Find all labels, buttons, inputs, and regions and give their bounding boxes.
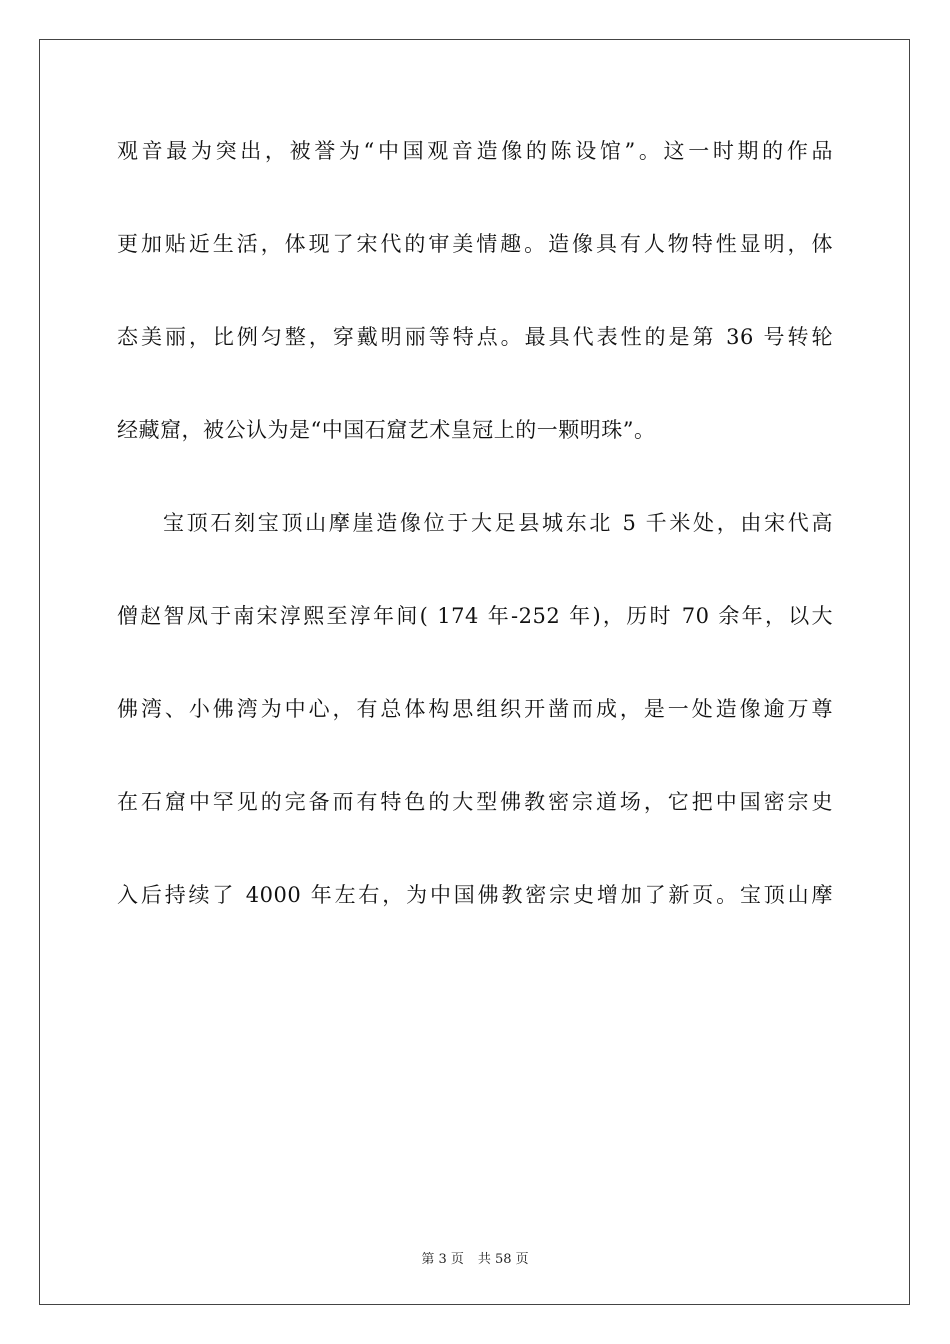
text-line: 在石窟中罕见的完备而有特色的大型佛教密宗道场，它把中国密宗史 xyxy=(117,790,833,814)
text-line: 宝顶石刻宝顶山摩崖造像位于大足县城东北 5 千米处，由宋代高 xyxy=(163,511,833,535)
text-line: 经藏窟，被公认为是“中国石窟艺术皇冠上的一颗明珠”。 xyxy=(117,418,656,442)
text-line: 更加贴近生活，体现了宋代的审美情趣。造像具有人物特性显明，体 xyxy=(117,232,833,256)
page-number: 第 3 页 xyxy=(421,1252,464,1267)
text-line: 入后持续了 4000 年左右，为中国佛教密宗史增加了新页。宝顶山摩 xyxy=(117,883,833,907)
text-line: 佛湾、小佛湾为中心，有总体构思组织开凿而成，是一处造像逾万尊 xyxy=(117,697,833,721)
text-line: 僧赵智凤于南宋淳熙至淳年间( 174 年-252 年)，历时 70 余年，以大 xyxy=(117,604,833,628)
text-line: 观音最为突出，被誉为“中国观音造像的陈设馆”。这一时期的作品 xyxy=(117,139,833,163)
document-body xyxy=(117,128,833,965)
page-footer xyxy=(0,1248,950,1267)
text-line: 态美丽，比例匀整，穿戴明丽等特点。最具代表性的是第 36 号转轮 xyxy=(117,325,833,349)
page-total: 共 58 页 xyxy=(477,1252,529,1267)
